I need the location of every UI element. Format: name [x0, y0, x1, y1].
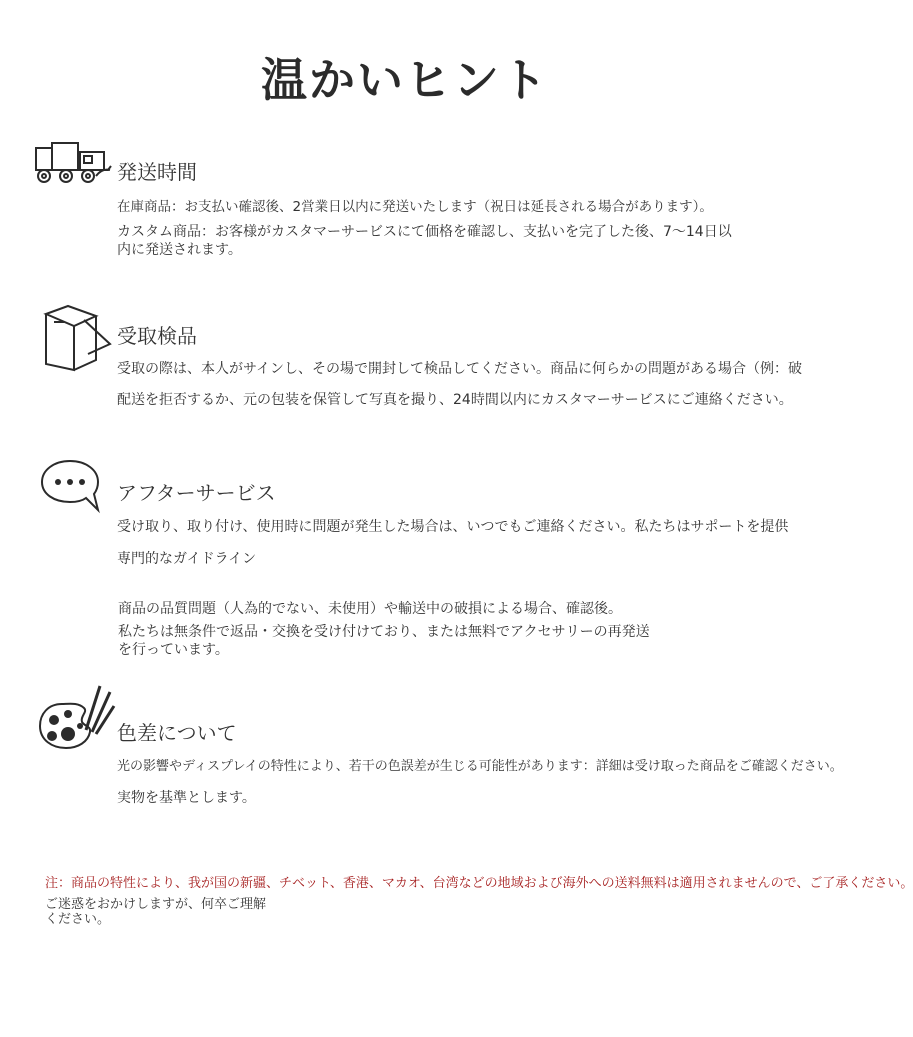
palette-icon — [38, 682, 116, 752]
after-service-heading: アフターサービス — [117, 481, 276, 505]
receiving-inspect-text: 受取の際は、本人がサインし、その場で開封して検品してください。商品に何らかの問題がある場合（例：破 — [117, 361, 803, 377]
speech-bubble-icon — [40, 458, 102, 514]
shipping-custom-text: カスタム商品：お客様がカスタマーサービスにて価格を確認し、支払いを完了した後、7〜14日以内に発送されます。 — [117, 224, 732, 258]
receiving-heading: 受取検品 — [117, 324, 197, 348]
apology-note: ご迷惑をおかけしますが、何卒ご理解ください。 — [45, 897, 267, 927]
after-service-contact-text: 受け取り、取り付け、使用時に問題が発生した場合は、いつでもご連絡ください。私たちはサポートを提供 — [117, 519, 789, 535]
shipping-note: 注：商品の特性により、我が国の新疆、チベット、香港、マカオ、台湾などの地域および海外への送料無料は適用されませんので、ご了承ください。 — [45, 876, 913, 891]
after-service-return-text: 私たちは無条件で返品・交換を受け付けており、または無料でアクセサリーの再発送を行っています。 — [118, 624, 650, 658]
receiving-refuse-text: 配送を拒否するか、元の包装を保管して写真を撮り、24時間以内にカスタマーサービスにご連絡ください。 — [117, 392, 793, 408]
after-service-guideline-text: 専門的なガイドライン — [117, 551, 257, 567]
color-diff-text: 光の影響やディスプレイの特性により、若干の色誤差が生じる可能性があります：詳細は受け取った商品をご確認ください。 — [117, 759, 843, 774]
page-title: 温かいヒント — [261, 53, 549, 107]
shipping-heading: 発送時間 — [117, 160, 197, 184]
color-diff-standard-text: 実物を基準とします。 — [117, 790, 256, 806]
after-service-quality-text: 商品の品質問題（人為的でない、未使用）や輸送中の破損による場合、確認後。 — [118, 601, 622, 617]
shipping-stock-text: 在庫商品：お支払い確認後、2営業日以内に発送いたします（祝日は延長される場合があります）。 — [117, 199, 713, 215]
box-icon — [40, 304, 112, 372]
color-diff-heading: 色差について — [117, 721, 237, 745]
truck-icon — [34, 140, 114, 186]
